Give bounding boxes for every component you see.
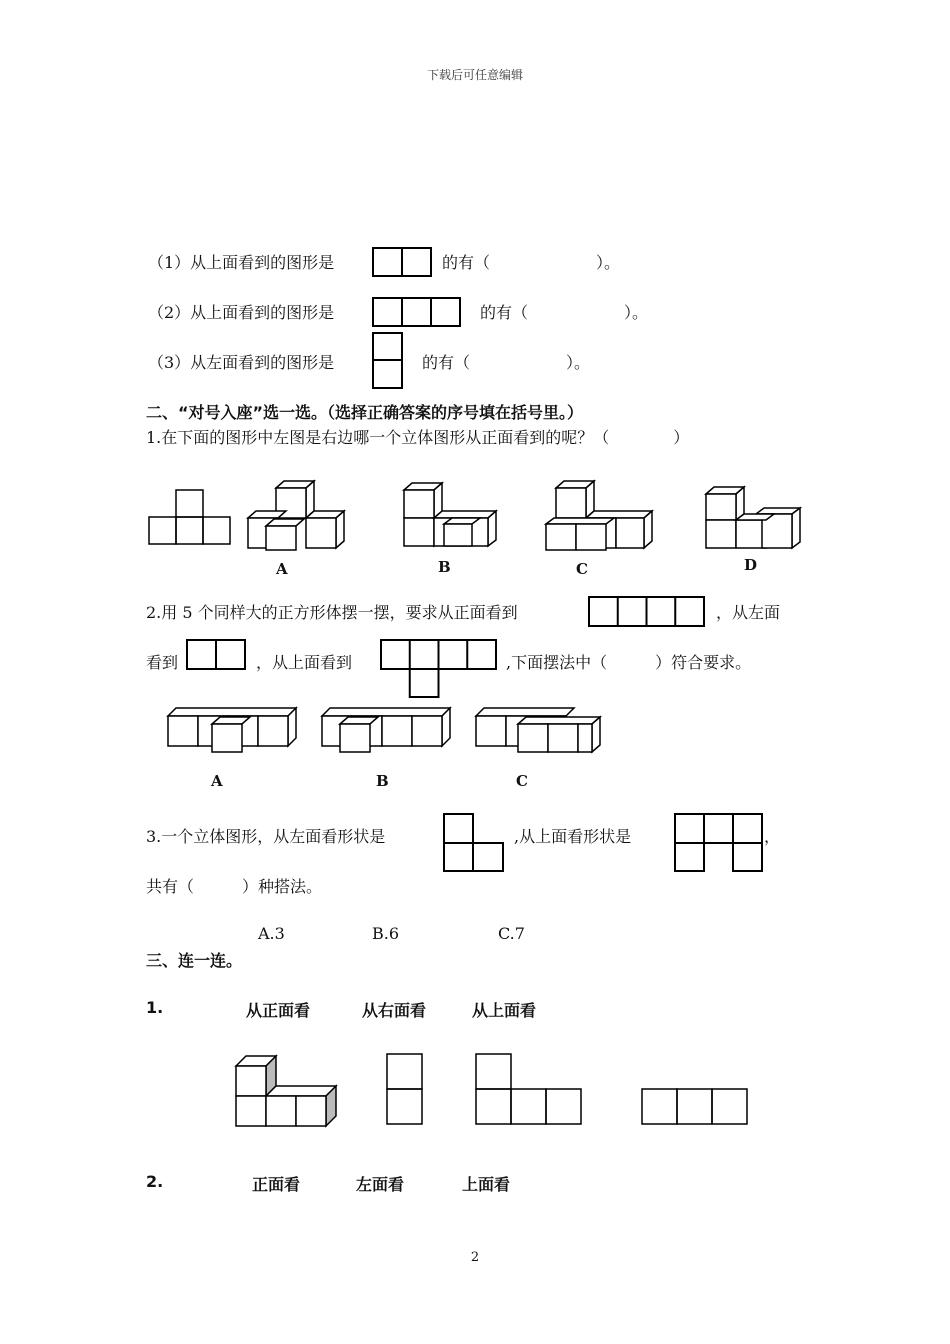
part1-q3-close: ）。	[566, 353, 591, 372]
q2-left-view-shape	[186, 639, 246, 671]
part3-item2-label-top: 上面看	[462, 1175, 511, 1194]
q3-top-view-shape	[674, 813, 764, 873]
q2-front-view-shape	[588, 596, 706, 628]
part3-item1-number: 1.	[146, 998, 164, 1017]
q2-top-view-shape	[380, 639, 498, 699]
q1-option-d-figure	[704, 484, 804, 552]
part2-q2-line2-suffix: ,下面摆法中（ ）符合要求。	[506, 653, 752, 672]
part2-q2-line1: 2.用 5 个同样大的正方形体摆一摆，要求从正面看到	[146, 603, 518, 622]
q3-choice-b: B.6	[372, 924, 400, 943]
q2-option-c-label: C	[516, 772, 528, 790]
q1-option-b-label: B	[438, 558, 451, 576]
part2-q2-line1-suffix: ，从左面	[716, 603, 781, 622]
part3-item2-label-left: 左面看	[356, 1175, 405, 1194]
part3-item1-view-vertical-two	[386, 1053, 424, 1127]
part2-q2-line2-prefix: 看到	[146, 653, 179, 672]
part3-title: 三、连一连。	[146, 951, 243, 970]
q3-choice-a: A.3	[258, 924, 285, 943]
shape-two-squares-vertical	[372, 332, 404, 390]
part3-item1-solid-figure	[234, 1050, 342, 1130]
q1-option-a-figure	[246, 478, 346, 552]
part1-q3-suffix: 的有（	[422, 353, 471, 372]
part2-q3-line1-suffix: ，	[764, 827, 781, 846]
q1-option-c-label: C	[576, 560, 588, 578]
q3-choice-c: C.7	[498, 924, 525, 943]
q2-option-b-figure	[320, 702, 454, 754]
part3-item1-view-l-shape	[475, 1053, 585, 1127]
part1-q1-suffix: 的有（	[442, 253, 491, 272]
q1-option-c-figure	[544, 478, 656, 552]
part1-q1-close: ）。	[596, 253, 621, 272]
part3-item1-view-three-row	[641, 1088, 751, 1126]
part3-item1-label-right: 从右面看	[362, 1001, 427, 1020]
shape-two-squares-horizontal	[372, 247, 432, 277]
part1-q2-close: ）。	[624, 303, 649, 322]
part1-q1-text: （1）从上面看到的图形是	[148, 253, 335, 272]
part1-q2-text: （2）从上面看到的图形是	[148, 303, 335, 322]
q1-option-d-label: D	[744, 556, 758, 574]
q2-option-c-figure	[474, 702, 604, 754]
page-header: 下载后可任意编辑	[426, 68, 523, 82]
part3-item1-label-front: 从正面看	[246, 1001, 311, 1020]
q3-left-view-shape	[443, 813, 505, 873]
q2-option-b-label: B	[376, 772, 389, 790]
part2-title: 二、“对号入座”选一选。（选择正确答案的序号填在括号里。）	[146, 403, 584, 422]
q2-option-a-label: A	[211, 772, 223, 790]
part3-item2-number: 2.	[146, 1172, 164, 1191]
q2-option-a-figure	[166, 702, 300, 754]
part2-q3-line1: 3.一个立体图形，从左面看形状是	[146, 827, 386, 846]
part3-item1-label-top: 从上面看	[472, 1001, 537, 1020]
part1-q3-text: （3）从左面看到的图形是	[148, 353, 335, 372]
part2-q2-line2-mid: ，从上面看到	[256, 653, 353, 672]
page-number: 2	[470, 1250, 480, 1265]
q1-option-b-figure	[402, 480, 502, 550]
q1-front-view-figure	[148, 488, 232, 548]
part2-q3-line2: 共有（ ）种搭法。	[146, 877, 323, 896]
q1-option-a-label: A	[276, 560, 288, 578]
part1-q2-suffix: 的有（	[480, 303, 529, 322]
shape-three-squares-horizontal	[372, 297, 462, 327]
part3-item2-label-front: 正面看	[252, 1175, 301, 1194]
part2-q3-line1-mid: ,从上面看形状是	[514, 827, 632, 846]
part2-q1-text: 1.在下面的图形中左图是右边哪一个立体图形从正面看到的呢？（ ）	[146, 428, 690, 447]
